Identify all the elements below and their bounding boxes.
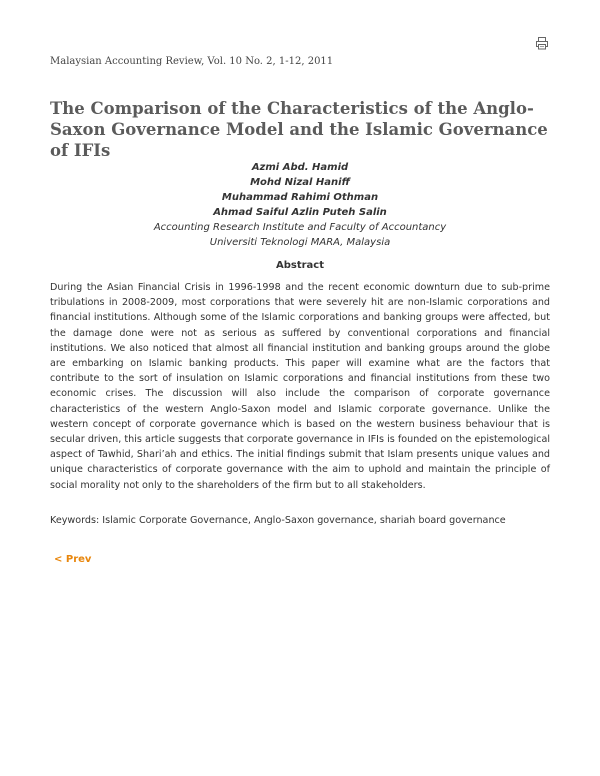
author-name: Mohd Nizal Haniff (250, 177, 350, 188)
abstract-text: During the Asian Financial Crisis in 1996-1998 and the recent economic downturn due to sub-prime tribulations in 2008-2009, most corporations that were severely hit are non-Islamic corporations and financial institutions. Although some of the Islamic corporations and banking groups were affected, but the damage done were not as serious as suffered by conventional corporations and financial institutions. We also noticed that almost all financial institution and banking groups around the globe are embarking on Islamic banking products. This paper will examine what are the factors that contribute to the sort of insulation on Islamic corporations and financial institutions from these two economic crises. The discussion will also include the comparison of corporate governance characteristics of the western Anglo-Saxon model and Islamic corporate governance. Unlike the western concept of corporate governance which is based on the western business behaviour that is secular driven, this article suggests that corporate governance in IFIs is founded on the epistemological aspect of Tawhid, Shari’ah and ethics. The initial findings submit that Islam presents unique values and unique characteristics of corporate governance with the aim to uphold and maintain the principle of social morality not only to the shareholders of the firm but to all stakeholders. (50, 282, 550, 491)
author-name: Azmi Abd. Hamid (251, 162, 349, 173)
print-icon[interactable] (535, 36, 549, 50)
prev-link[interactable]: < Prev (54, 554, 92, 565)
author-name: Ahmad Saiful Azlin Puteh Salin (213, 207, 387, 218)
article-title: The Comparison of the Characteristics of the Anglo-Saxon Governance Model and the Islamic Governance of IFIs (50, 99, 548, 160)
keywords: Keywords: Islamic Corporate Governance, Anglo-Saxon governance, shariah board governance (50, 515, 506, 526)
abstract-heading: Abstract (275, 260, 325, 271)
author-affiliation: Accounting Research Institute and Faculty of Accountancy (153, 222, 447, 233)
author-block (50, 160, 550, 250)
author-affiliation: Universiti Teknologi MARA, Malaysia (209, 237, 391, 248)
author-name: Muhammad Rahimi Othman (221, 192, 379, 203)
journal-citation: Malaysian Accounting Review, Vol. 10 No. 2, 1-12, 2011 (50, 56, 334, 67)
